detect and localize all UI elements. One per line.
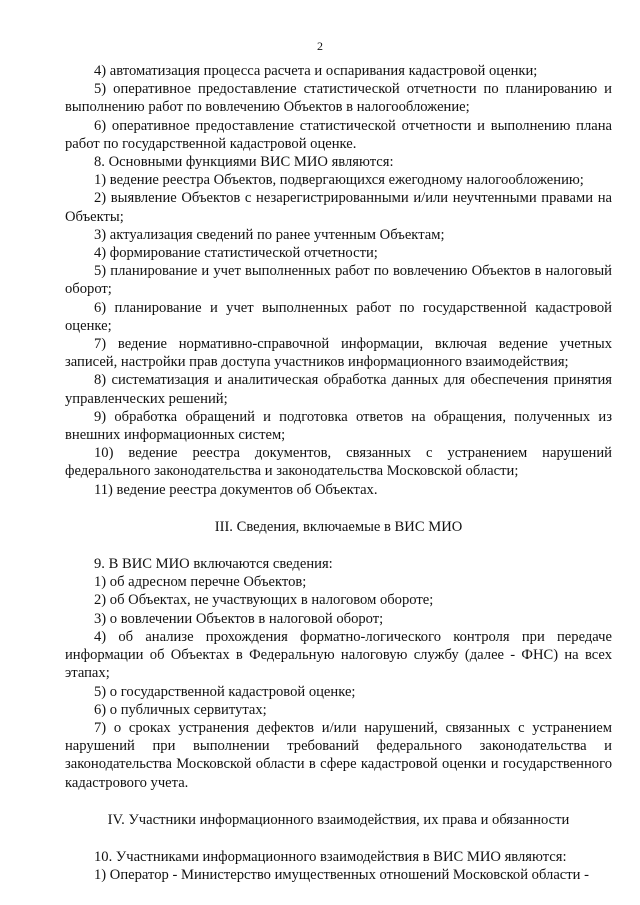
paragraph: 11) ведение реестра документов об Объектах. bbox=[94, 481, 378, 498]
paragraph: 1) ведение реестра Объектов, подвергающихся ежегодному налогообложению; bbox=[94, 172, 584, 189]
section-spacer bbox=[65, 536, 612, 555]
paragraph: 8) систематизация и аналитическая обработка данных для обеспечения принятия управленческих решений; bbox=[65, 372, 612, 407]
document-body bbox=[65, 62, 612, 884]
paragraph: 6) оперативное предоставление статистической отчетности и выполнению плана работ по государственной кадастровой оценке. bbox=[65, 117, 612, 152]
section-heading: IV. Участники информационного взаимодействия, их права и обязанности bbox=[107, 811, 570, 828]
paragraph: 6) планирование и учет выполненных работ по государственной кадастровой оценке; bbox=[65, 299, 612, 334]
paragraph: 5) о государственной кадастровой оценке; bbox=[94, 683, 356, 700]
paragraph: 3) актуализация сведений по ранее учтенным Объектам; bbox=[94, 226, 445, 243]
section-spacer bbox=[65, 499, 612, 518]
paragraph: 7) о сроках устранения дефектов и/или нарушений, связанных с устранением нарушений при выполнении требований федерального законодательства и законодательства Московской области в сфере кадастровой оценки и государственного кадастрового учета. bbox=[65, 719, 612, 791]
section-spacer bbox=[65, 792, 612, 811]
paragraph: 1) об адресном перечне Объектов; bbox=[94, 574, 307, 591]
paragraph: 4) формирование статистической отчетности; bbox=[94, 245, 378, 262]
page-number: 2 bbox=[317, 39, 323, 53]
paragraph: 6) о публичных сервитутах; bbox=[94, 701, 267, 718]
paragraph: 10) ведение реестра документов, связанных с устранением нарушений федерального законодательства и законодательства Московской области; bbox=[65, 445, 612, 480]
paragraph: 7) ведение нормативно-справочной информации, включая ведение учетных записей, настройки прав доступа участников информационного взаимодействия; bbox=[65, 336, 612, 371]
paragraph: 9) обработка обращений и подготовка ответов на обращения, полученных из внешних информационных систем; bbox=[65, 408, 612, 444]
paragraph: 5) планирование и учет выполненных работ по вовлечению Объектов в налоговый оборот; bbox=[65, 263, 612, 298]
paragraph: 3) о вовлечении Объектов в налоговой оборот; bbox=[94, 610, 384, 627]
paragraph: 4) об анализе прохождения форматно-логического контроля при передаче информации об Объектах в Федеральную налоговую службу (далее - ФНС) на всех этапах; bbox=[65, 628, 612, 682]
section-heading: III. Сведения, включаемые в ВИС МИО bbox=[214, 518, 463, 535]
paragraph: 8. Основными функциями ВИС МИО являются: bbox=[94, 154, 394, 171]
paragraph: 5) оперативное предоставление статистической отчетности по планированию и выполнению работ по вовлечению Объектов в налогообложение; bbox=[65, 81, 612, 116]
paragraph: 4) автоматизация процесса расчета и оспаривания кадастровой оценки; bbox=[94, 63, 538, 79]
paragraph: 2) выявление Объектов с незарегистрированными и/или неучтенными правами на Объекты; bbox=[65, 190, 612, 225]
paragraph: 9. В ВИС МИО включаются сведения: bbox=[94, 556, 333, 573]
paragraph: 10. Участниками информационного взаимодействия в ВИС МИО являются: bbox=[94, 848, 567, 865]
paragraph: 2) об Объектах, не участвующих в налоговом обороте; bbox=[94, 592, 434, 609]
paragraph: 1) Оператор - Министерство имущественных отношений Московской области - bbox=[94, 867, 589, 884]
section-spacer bbox=[65, 829, 612, 848]
